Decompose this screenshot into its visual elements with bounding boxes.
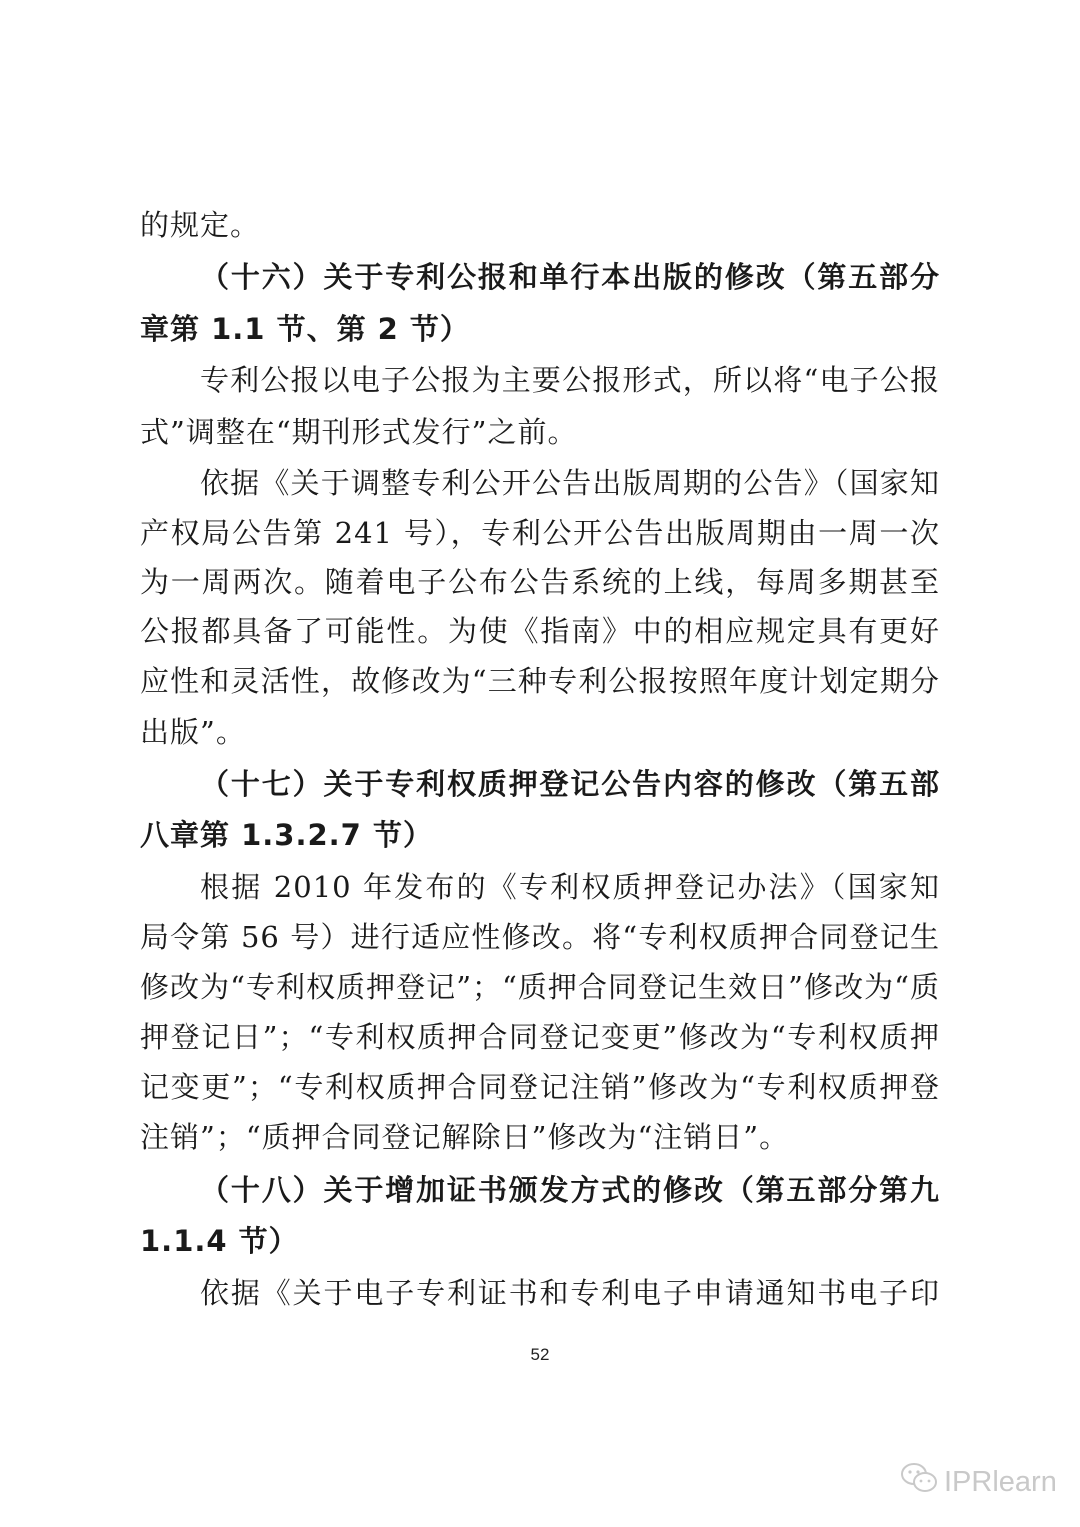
page-number: 52 (530, 1345, 550, 1364)
watermark (900, 1462, 1057, 1502)
section-heading: （十六）关于专利公报和单行本出版的修改（第五部分 (200, 260, 940, 294)
text-line: 为一周两次。随着电子公布公告系统的上线，每周多期甚至 (140, 565, 940, 599)
text-line: 应性和灵活性，故修改为“三种专利公报按照年度计划定期分 (140, 664, 940, 698)
section-heading: （十七）关于专利权质押登记公告内容的修改（第五部 (200, 767, 940, 801)
text-line: 局令第 56 号）进行适应性修改。将“专利权质押合同登记生 (140, 920, 940, 954)
text-line: 根据 2010 年发布的《专利权质押登记办法》（国家知 (200, 870, 940, 904)
text-line: 式”调整在“期刊形式发行”之前。 (140, 415, 578, 449)
text-line: 出版”。 (140, 715, 246, 749)
text-line: 产权局公告第 241 号），专利公开公告出版周期由一周一次 (140, 516, 940, 550)
text-line: 记变更”；“专利权质押合同登记注销”修改为“专利权质押登 (140, 1070, 940, 1104)
section-heading: （十八）关于增加证书颁发方式的修改（第五部分第九 (200, 1173, 940, 1207)
text-line: 专利公报以电子公报为主要公报形式，所以将“电子公报 (200, 363, 940, 397)
section-heading: 章第 1.1 节、第 2 节） (140, 312, 470, 346)
text-line: 公报都具备了可能性。为使《指南》中的相应规定具有更好 (140, 614, 940, 648)
text-line: 依据《关于电子专利证书和专利电子申请通知书电子印 (200, 1276, 940, 1310)
text-line: 依据《关于调整专利公开公告出版周期的公告》（国家知 (200, 466, 940, 500)
section-heading: 1.1.4 节） (140, 1224, 299, 1258)
wechat-icon (900, 1462, 944, 1502)
text-line: 押登记日”；“专利权质押合同登记变更”修改为“专利权质押 (140, 1020, 940, 1054)
text-line: 修改为“专利权质押登记”；“质押合同登记生效日”修改为“质 (140, 970, 940, 1004)
text-line: 注销”；“质押合同登记解除日”修改为“注销日”。 (140, 1120, 790, 1154)
text-line: 的规定。 (140, 208, 261, 242)
watermark-text: IPRlearn (944, 1465, 1057, 1498)
section-heading: 八章第 1.3.2.7 节） (140, 818, 433, 852)
